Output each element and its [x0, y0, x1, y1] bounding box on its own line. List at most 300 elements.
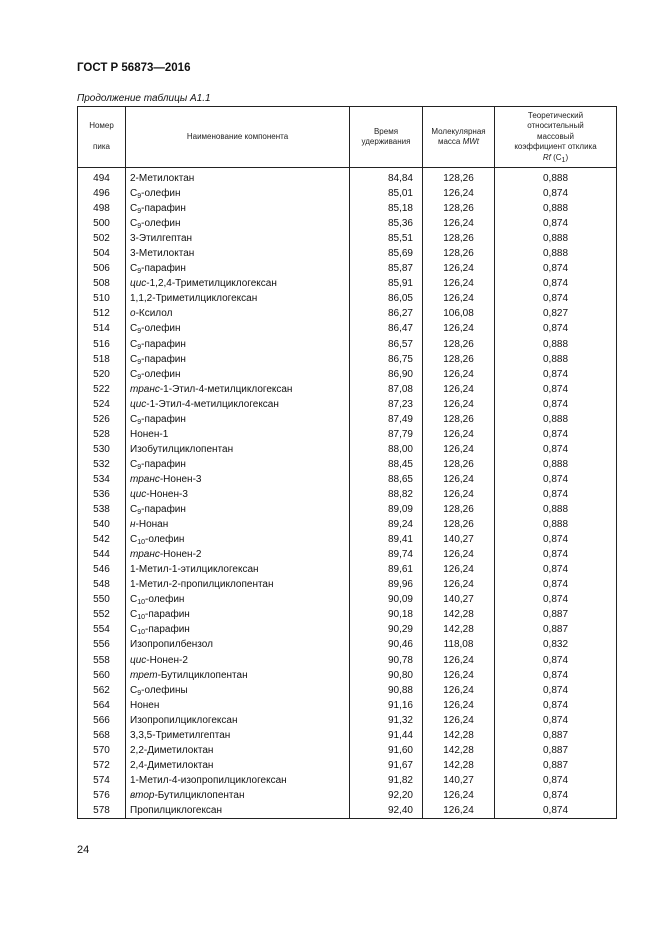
component-name-cell: [126, 276, 350, 291]
page-number: 24: [77, 844, 90, 856]
component-name-cell: [126, 397, 350, 412]
peak-number-cell: 502: [78, 231, 126, 246]
component-name-cell: [126, 201, 350, 216]
response-factor-cell: 0,888: [495, 412, 617, 427]
response-factor-cell: 0,832: [495, 637, 617, 652]
retention-time-cell: 90,18: [350, 607, 423, 622]
response-factor-cell: 0,887: [495, 743, 617, 758]
name-part: C: [130, 353, 138, 365]
table-row: [78, 758, 617, 773]
table-row: [78, 168, 617, 187]
name-part: -парафин: [145, 624, 190, 636]
name-part: C: [130, 534, 138, 546]
name-part: -парафин: [141, 458, 186, 470]
response-factor-cell: 0,874: [495, 382, 617, 397]
name-part: -Бутилциклопентан: [157, 669, 248, 681]
molecular-mass-cell: 126,24: [423, 397, 495, 412]
name-part: C: [130, 263, 138, 275]
response-factor-cell: 0,874: [495, 713, 617, 728]
peak-number-cell: 496: [78, 186, 126, 201]
component-name-cell: [126, 246, 350, 261]
name-part: -парафин: [145, 609, 190, 621]
name-part: -Ксилол: [135, 308, 173, 320]
peak-number-cell: 512: [78, 306, 126, 321]
component-name-cell: [126, 472, 350, 487]
name-part: C: [130, 188, 138, 200]
retention-time-cell: 90,46: [350, 637, 423, 652]
peak-number-cell: 518: [78, 352, 126, 367]
response-factor-cell: 0,874: [495, 472, 617, 487]
molecular-mass-cell: 126,24: [423, 547, 495, 562]
response-factor-cell: 0,874: [495, 577, 617, 592]
table-row: [78, 186, 617, 201]
response-factor-cell: 0,874: [495, 592, 617, 607]
col-header-retention-time: Время удерживания: [350, 107, 423, 168]
peak-number-cell: 524: [78, 397, 126, 412]
molecular-mass-cell: 128,26: [423, 412, 495, 427]
table-row: [78, 653, 617, 668]
peak-number-cell: 558: [78, 653, 126, 668]
table-row: [78, 352, 617, 367]
component-name-cell: [126, 577, 350, 592]
molecular-mass-cell: 126,24: [423, 291, 495, 306]
peak-number-cell: 506: [78, 261, 126, 276]
molecular-mass-cell: 126,24: [423, 186, 495, 201]
name-part: Нонен: [130, 699, 160, 711]
component-name-cell: [126, 728, 350, 743]
molecular-mass-cell: 118,08: [423, 637, 495, 652]
name-part: -Нонен-2: [146, 654, 188, 666]
name-part: транс: [130, 549, 160, 561]
component-name-cell: [126, 773, 350, 788]
name-part: цис: [130, 278, 147, 290]
peak-number-cell: 514: [78, 321, 126, 336]
component-name-cell: [126, 607, 350, 622]
response-factor-cell: 0,888: [495, 246, 617, 261]
peak-number-cell: 494: [78, 168, 126, 187]
retention-time-cell: 86,27: [350, 306, 423, 321]
table-row: [78, 397, 617, 412]
retention-time-cell: 87,08: [350, 382, 423, 397]
name-part: C: [130, 218, 138, 230]
table-row: [78, 487, 617, 502]
molecular-mass-cell: 128,26: [423, 246, 495, 261]
retention-time-cell: 86,57: [350, 337, 423, 352]
name-part: Пропилциклогексан: [130, 804, 223, 816]
peak-number-cell: 538: [78, 502, 126, 517]
subscript: 9: [137, 208, 142, 216]
name-part: 3-Этилгептан: [130, 233, 193, 245]
response-factor-cell: 0,874: [495, 427, 617, 442]
name-part: цис: [130, 654, 147, 666]
name-part: Изобутилциклопентан: [130, 443, 234, 455]
name-part: C: [130, 203, 138, 215]
component-name-cell: [126, 502, 350, 517]
peak-number-cell: 530: [78, 442, 126, 457]
response-factor-cell: 0,888: [495, 352, 617, 367]
name-part: -Нонен-3: [146, 489, 188, 500]
name-part: -парафин: [141, 353, 186, 365]
response-factor-cell: 0,874: [495, 683, 617, 698]
peak-number-cell: 528: [78, 427, 126, 442]
name-part: -парафин: [141, 203, 186, 215]
retention-time-cell: 87,79: [350, 427, 423, 442]
molecular-mass-cell: 126,24: [423, 713, 495, 728]
response-factor-cell: 0,874: [495, 547, 617, 562]
molecular-mass-cell: 128,26: [423, 352, 495, 367]
retention-time-cell: 91,60: [350, 743, 423, 758]
name-part: -олефин: [141, 323, 181, 335]
response-factor-cell: 0,874: [495, 397, 617, 412]
molecular-mass-cell: 126,24: [423, 668, 495, 683]
molecular-mass-cell: 126,24: [423, 683, 495, 698]
table-row: [78, 788, 617, 803]
name-part: 1-Метил-1-этилциклогексан: [130, 564, 259, 576]
retention-time-cell: 90,80: [350, 668, 423, 683]
subscript: 9: [137, 358, 142, 366]
component-name-cell: [126, 517, 350, 532]
col-header-component-name: Наименование компонента: [126, 107, 350, 168]
peak-number-cell: 572: [78, 758, 126, 773]
response-factor-cell: 0,874: [495, 788, 617, 803]
table-row: [78, 276, 617, 291]
molecular-mass-cell: 140,27: [423, 773, 495, 788]
table-row: [78, 382, 617, 397]
name-part: -Нонан: [135, 519, 169, 531]
peak-number-cell: 574: [78, 773, 126, 788]
peak-number-cell: 570: [78, 743, 126, 758]
table-row: [78, 773, 617, 788]
retention-time-cell: 91,16: [350, 698, 423, 713]
peak-number-cell: 522: [78, 382, 126, 397]
name-part: -олефин: [145, 594, 185, 606]
name-part: 2,2-Диметилоктан: [130, 744, 214, 756]
subscript: 10: [137, 539, 146, 547]
name-part: трет: [130, 669, 158, 681]
subscript: 9: [137, 268, 142, 276]
retention-time-cell: 90,09: [350, 592, 423, 607]
response-factor-cell: 0,874: [495, 261, 617, 276]
name-part: 1-Метил-4-изопропилциклогексан: [130, 774, 287, 786]
table-row: [78, 743, 617, 758]
name-part: Изопропилциклогексан: [130, 714, 238, 726]
subscript: 10: [137, 599, 146, 607]
molecular-mass-cell: 128,26: [423, 502, 495, 517]
peak-number-cell: 552: [78, 607, 126, 622]
peak-number-cell: 504: [78, 246, 126, 261]
retention-time-cell: 86,90: [350, 367, 423, 382]
component-name-cell: [126, 487, 350, 502]
name-part: C: [130, 624, 138, 636]
response-factor-cell: 0,888: [495, 502, 617, 517]
retention-time-cell: 92,40: [350, 803, 423, 819]
retention-time-cell: 91,82: [350, 773, 423, 788]
name-part: C: [130, 594, 138, 606]
subscript: 10: [137, 614, 146, 622]
component-name-cell: [126, 352, 350, 367]
table-row: [78, 261, 617, 276]
response-factor-cell: 0,887: [495, 758, 617, 773]
molecular-mass-cell: 126,24: [423, 382, 495, 397]
molecular-mass-cell: 126,24: [423, 442, 495, 457]
name-part: -парафин: [141, 263, 186, 275]
peak-number-cell: 520: [78, 367, 126, 382]
peak-number-cell: 576: [78, 788, 126, 803]
component-name-cell: [126, 261, 350, 276]
response-factor-cell: 0,888: [495, 517, 617, 532]
retention-time-cell: 88,00: [350, 442, 423, 457]
component-name-cell: [126, 653, 350, 668]
retention-time-cell: 91,67: [350, 758, 423, 773]
table-row: [78, 517, 617, 532]
peak-number-cell: 560: [78, 668, 126, 683]
retention-time-cell: 90,88: [350, 683, 423, 698]
name-part: C: [130, 458, 138, 470]
response-factor-cell: 0,874: [495, 698, 617, 713]
retention-time-cell: 90,78: [350, 653, 423, 668]
table-row: [78, 472, 617, 487]
name-part: транс: [130, 473, 160, 485]
name-part: Изопропилбензол: [130, 639, 213, 651]
table-row: [78, 607, 617, 622]
molecular-mass-cell: 142,28: [423, 743, 495, 758]
molecular-mass-cell: 128,26: [423, 457, 495, 472]
retention-time-cell: 86,05: [350, 291, 423, 306]
molecular-mass-cell: 142,28: [423, 728, 495, 743]
peak-number-cell: 510: [78, 291, 126, 306]
subscript: 9: [137, 689, 142, 697]
peak-number-cell: 544: [78, 547, 126, 562]
name-part: -олефин: [141, 218, 181, 230]
table-row: [78, 713, 617, 728]
name-part: C: [130, 413, 138, 425]
name-part: 3-Метилоктан: [130, 248, 195, 260]
component-name-cell: [126, 321, 350, 336]
retention-time-cell: 89,96: [350, 577, 423, 592]
molecular-mass-cell: 142,28: [423, 607, 495, 622]
table-row: [78, 231, 617, 246]
name-part: -1,2,4-Триметилциклогексан: [146, 278, 277, 290]
retention-time-cell: 85,51: [350, 231, 423, 246]
name-part: цис: [130, 398, 147, 410]
name-part: -1-Этил-4-метилциклогексан: [146, 398, 279, 410]
retention-time-cell: 92,20: [350, 788, 423, 803]
name-part: -олефины: [141, 684, 188, 696]
table-row: [78, 367, 617, 382]
component-name-cell: [126, 412, 350, 427]
retention-time-cell: 85,91: [350, 276, 423, 291]
subscript: 9: [137, 509, 142, 517]
response-factor-cell: 0,888: [495, 168, 617, 187]
table-row: [78, 201, 617, 216]
molecular-mass-cell: 128,26: [423, 337, 495, 352]
subscript: 10: [137, 629, 146, 637]
response-factor-cell: 0,874: [495, 668, 617, 683]
molecular-mass-cell: 126,24: [423, 788, 495, 803]
component-name-cell: [126, 427, 350, 442]
molecular-mass-cell: 126,24: [423, 261, 495, 276]
subscript: 9: [137, 328, 142, 336]
peak-number-cell: 562: [78, 683, 126, 698]
response-factor-cell: 0,827: [495, 306, 617, 321]
document-header: ГОСТ Р 56873—2016: [77, 62, 191, 74]
name-part: втор: [130, 789, 155, 801]
peak-number-cell: 498: [78, 201, 126, 216]
name-part: 2,4-Диметилоктан: [130, 759, 214, 771]
table-row: [78, 291, 617, 306]
molecular-mass-cell: 140,27: [423, 592, 495, 607]
response-factor-cell: 0,888: [495, 231, 617, 246]
name-part: C: [130, 684, 138, 696]
response-factor-cell: 0,888: [495, 457, 617, 472]
name-part: о: [130, 308, 136, 320]
component-name-cell: [126, 532, 350, 547]
table-body: [78, 168, 617, 819]
name-part: C: [130, 504, 138, 516]
response-factor-cell: 0,874: [495, 653, 617, 668]
retention-time-cell: 88,82: [350, 487, 423, 502]
table-row: [78, 577, 617, 592]
peak-number-cell: 536: [78, 487, 126, 502]
name-part: C: [130, 609, 138, 621]
name-part: 1-Метил-2-пропилциклопентан: [130, 579, 274, 591]
table-row: [78, 216, 617, 231]
molecular-mass-cell: 126,24: [423, 216, 495, 231]
retention-time-cell: 88,65: [350, 472, 423, 487]
molecular-mass-cell: 128,26: [423, 168, 495, 187]
response-factor-cell: 0,874: [495, 291, 617, 306]
name-part: -парафин: [141, 413, 186, 425]
molecular-mass-cell: 126,24: [423, 698, 495, 713]
name-part: -Нонен-2: [159, 549, 202, 561]
peak-number-cell: 516: [78, 337, 126, 352]
table-row: [78, 683, 617, 698]
table-row: [78, 502, 617, 517]
component-name-cell: [126, 231, 350, 246]
component-name-cell: [126, 547, 350, 562]
table-row: [78, 337, 617, 352]
component-name-cell: [126, 758, 350, 773]
subscript: 9: [137, 373, 142, 381]
name-part: -1-Этил-4-метилциклогексан: [159, 383, 293, 395]
molecular-mass-cell: 126,24: [423, 276, 495, 291]
table-row: [78, 728, 617, 743]
peak-number-cell: 526: [78, 412, 126, 427]
name-part: -парафин: [141, 338, 186, 350]
name-part: Нонен-1: [130, 428, 169, 440]
molecular-mass-cell: 126,24: [423, 427, 495, 442]
name-part: транс: [130, 383, 160, 395]
retention-time-cell: 86,47: [350, 321, 423, 336]
component-name-cell: [126, 637, 350, 652]
retention-time-cell: 85,18: [350, 201, 423, 216]
component-name-cell: [126, 168, 350, 187]
col-header-peak-number: Номер пика: [78, 107, 126, 168]
table-row: [78, 698, 617, 713]
retention-time-cell: 85,69: [350, 246, 423, 261]
molecular-mass-cell: 140,27: [423, 532, 495, 547]
response-factor-cell: 0,874: [495, 216, 617, 231]
peak-number-cell: 532: [78, 457, 126, 472]
molecular-mass-cell: 126,24: [423, 487, 495, 502]
retention-time-cell: 85,87: [350, 261, 423, 276]
peak-number-cell: 540: [78, 517, 126, 532]
peak-number-cell: 566: [78, 713, 126, 728]
response-factor-cell: 0,888: [495, 337, 617, 352]
name-part: -олефин: [141, 368, 181, 380]
name-part: -олефин: [145, 534, 185, 546]
peak-number-cell: 548: [78, 577, 126, 592]
retention-time-cell: 91,32: [350, 713, 423, 728]
table-row: [78, 592, 617, 607]
molecular-mass-cell: 126,24: [423, 367, 495, 382]
subscript: 9: [137, 343, 142, 351]
subscript: 9: [137, 193, 142, 201]
retention-time-cell: 84,84: [350, 168, 423, 187]
component-name-cell: [126, 562, 350, 577]
component-name-cell: [126, 592, 350, 607]
retention-time-cell: 89,24: [350, 517, 423, 532]
retention-time-cell: 89,61: [350, 562, 423, 577]
molecular-mass-cell: 142,28: [423, 622, 495, 637]
table-header-row: [78, 107, 617, 168]
response-factor-cell: 0,874: [495, 803, 617, 819]
name-part: -олефин: [141, 188, 181, 200]
component-name-cell: [126, 306, 350, 321]
col-header-molecular-mass: Молекулярная масса MWt: [423, 107, 495, 168]
component-name-cell: [126, 788, 350, 803]
retention-time-cell: 85,36: [350, 216, 423, 231]
component-name-cell: [126, 713, 350, 728]
retention-time-cell: 87,23: [350, 397, 423, 412]
component-name-cell: [126, 803, 350, 819]
retention-time-cell: 87,49: [350, 412, 423, 427]
subscript: 9: [137, 418, 142, 426]
name-part: -Нонен-3: [159, 473, 202, 485]
molecular-mass-cell: 126,24: [423, 803, 495, 819]
name-part: C: [130, 368, 138, 380]
retention-time-cell: 89,74: [350, 547, 423, 562]
response-factor-cell: 0,887: [495, 622, 617, 637]
response-factor-cell: 0,874: [495, 186, 617, 201]
retention-time-cell: 85,01: [350, 186, 423, 201]
component-name-cell: [126, 668, 350, 683]
response-factor-cell: 0,874: [495, 321, 617, 336]
subscript: 9: [137, 463, 142, 471]
table-caption: Продолжение таблицы А1.1: [77, 93, 211, 104]
retention-time-cell: 90,29: [350, 622, 423, 637]
peak-number-cell: 508: [78, 276, 126, 291]
table-row: [78, 547, 617, 562]
peak-number-cell: 550: [78, 592, 126, 607]
molecular-mass-cell: 126,24: [423, 577, 495, 592]
component-name-cell: [126, 442, 350, 457]
name-part: C: [130, 338, 138, 350]
component-name-cell: [126, 291, 350, 306]
molecular-mass-cell: 128,26: [423, 231, 495, 246]
table-row: [78, 457, 617, 472]
component-name-cell: [126, 337, 350, 352]
subscript: 9: [137, 223, 142, 231]
component-name-cell: [126, 698, 350, 713]
name-part: -парафин: [141, 504, 186, 516]
molecular-mass-cell: 126,24: [423, 653, 495, 668]
table-row: [78, 637, 617, 652]
table-row: [78, 412, 617, 427]
peak-number-cell: 534: [78, 472, 126, 487]
peak-number-cell: 542: [78, 532, 126, 547]
table-row: [78, 668, 617, 683]
